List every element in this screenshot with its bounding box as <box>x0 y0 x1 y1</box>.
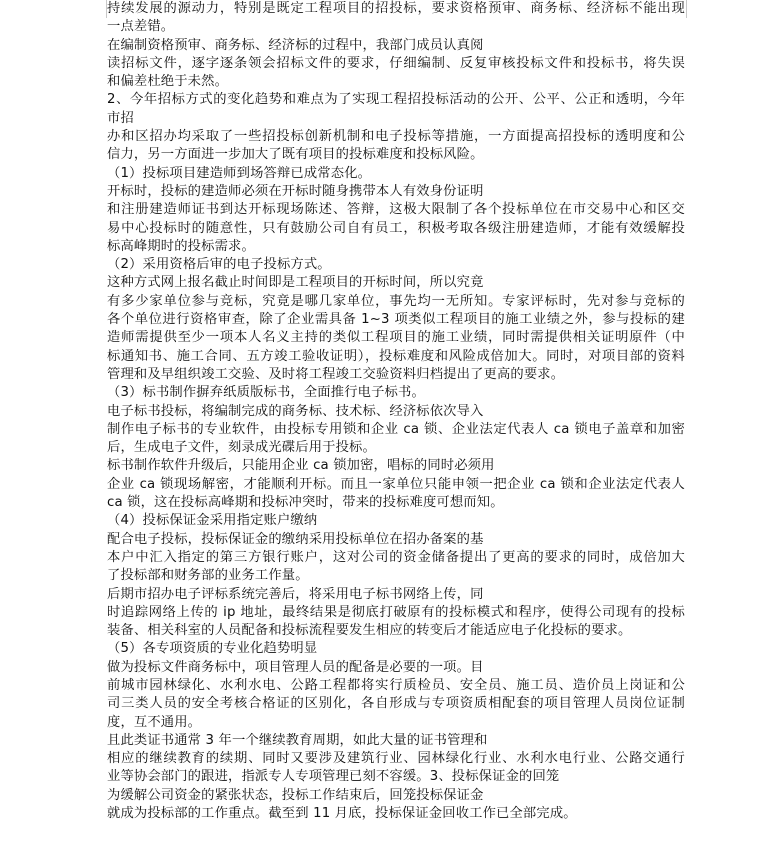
text-line: 在编制资格预审、商务标、经济标的过程中，我部门成员认真阅 <box>107 37 484 53</box>
text-line: 2、今年招标方式的变化趋势和难点为了实现工程招投标活动的公开、公平、公正和透明，今年 <box>107 92 685 108</box>
text-line: 信力，另一方面进一步加大了既有项目的投标难度和投标风险。 <box>107 147 484 163</box>
text-line: 企业 ca 锁现场解密，才能顺利开标。而且一家单位只能申领一把企业 ca 锁和企业法定代表人 <box>107 476 685 492</box>
text-line: 装备、相关科室的人员配备和投标流程要发生相应的转变后才能适应电子化投标的要求。 <box>107 623 632 639</box>
text-line: （1）投标项目建造师到场答辩已成常态化。 <box>107 165 372 181</box>
text-line: 业等协会部门的跟进，指派专人专项管理已刻不容缓。3、投标保证金的回笼 <box>107 769 560 785</box>
text-line: 司三类人员的安全考核合格证的区别化，各自形成与专项资质相配套的项目管理人员岗位证制 <box>107 696 685 712</box>
page-margin-mark-left <box>88 0 107 18</box>
text-line: 后期市招办电子评标系统完善后，将采用电子标书网络上传，同 <box>107 586 484 602</box>
text-line: 就成为投标部的工作重点。截至到 11 月底，投标保证金回收工作已全部完成。 <box>107 806 577 822</box>
text-line: 标通知书、施工合同、五方竣工验收证明），投标难度和风险成倍加大。同时，对项目部的资料 <box>107 348 685 364</box>
text-line: 一点差错。 <box>107 19 175 35</box>
text-line: 前城市园林绿化、水利水电、公路工程都将实行质检员、安全员、施工员、造价员上岗证和公 <box>107 677 685 693</box>
text-line: 开标时，投标的建造师必须在开标时随身携带本人有效身份证明 <box>107 183 484 199</box>
text-line: 这种方式网上报名截止时间即是工程项目的开标时间，所以究竟 <box>107 275 484 291</box>
text-line: 持续发展的源动力，特别是既定工程项目的招投标，要求资格预审、商务标、经济标不能出现 <box>107 1 685 16</box>
text-line: 易中心投标时的随意性，只有鼓励公司自有员工，积极考取各级注册建造师，才能有效缓解投 <box>107 220 685 236</box>
text-line: 本户中汇入指定的第三方银行账户，这对公司的资金储备提出了更高的要求的同时，成倍加大 <box>107 549 685 565</box>
text-line: 市招 <box>107 110 134 126</box>
text-line: （3）标书制作摒弃纸质版标书，全面推行电子标书。 <box>107 385 425 401</box>
text-line: （2）采用资格后审的电子投标方式。 <box>107 257 331 273</box>
text-line: 度，互不通用。 <box>107 714 202 730</box>
text-line: 各个单位进行资格审查，除了企业需具备 1~3 项类似工程项目的施工业绩之外，参与投标的建 <box>107 312 685 328</box>
text-line: 办和区招办均采取了一些招投标创新机制和电子投标等措施，一方面提高招投标的透明度和公 <box>107 129 685 145</box>
text-line: 时追踪网络上传的 ip 地址，最终结果是彻底打破原有的投标模式和程序，使得公司现有的投标 <box>107 604 685 620</box>
text-line: 制作电子标书的专业软件，由投标专用锁和企业 ca 锁、企业法定代表人 ca 锁电子盖章和加密 <box>107 421 685 437</box>
text-line: 和注册建造师证书到达开标现场陈述、答辩，这极大限制了各个投标单位在市交易中心和区交 <box>107 202 685 218</box>
text-line: 相应的继续教育的续期、同时又要涉及建筑行业、园林绿化行业、水利水电行业、公路交通行 <box>107 751 685 767</box>
text-line: 标高峰期时的投标需求。 <box>107 238 255 254</box>
text-line: （5）各专项资质的专业化趋势明显 <box>107 641 318 657</box>
text-line: 标书制作软件升级后，只能用企业 ca 锁加密，唱标的同时必须用 <box>107 458 495 474</box>
text-line: 有多少家单位参与竞标，究竟是哪几家单位，事先均一无所知。专家评标时，先对参与竞标的 <box>107 293 685 309</box>
text-line: 了投标部和财务部的业务工作量。 <box>107 568 309 584</box>
text-line: 和偏差杜绝于未然。 <box>107 74 229 90</box>
text-line: 造师需提供至少一项本人名义主持的类似工程项目的施工业绩，同时需提供相关证明原件（中 <box>107 330 685 346</box>
text-line: 管理和及早组织竣工交验、及时将工程竣工交验资料归档提出了更高的要求。 <box>107 366 565 382</box>
text-line: 电子标书投标，将编制完成的商务标、技术标、经济标依次导入 <box>107 403 484 419</box>
text-line: 做为投标文件商务标中，项目管理人员的配备是必要的一项。目 <box>107 659 484 675</box>
text-line: 为缓解公司资金的紧张状态，投标工作结束后，回笼投标保证金 <box>107 787 484 803</box>
text-line: 且此类证书通常 3 年一个继续教育周期，如此大量的证书管理和 <box>107 732 488 748</box>
text-line: 配合电子投标，投标保证金的缴纳采用投标单位在招办备案的基 <box>107 531 484 547</box>
page-margin-mark-right <box>686 0 705 18</box>
text-line: 读招标文件，逐字逐条领会招标文件的要求，仔细编制、反复审核投标文件和投标书，将失误 <box>107 55 685 71</box>
text-line: 后，生成电子文件，刻录成光碟后用于投标。 <box>107 440 376 456</box>
document-body <box>107 0 685 823</box>
text-line: （4）投标保证金采用指定账户缴纳 <box>107 513 318 529</box>
text-line: ca 锁，这在投标高峰期和投标冲突时，带来的投标难度可想而知。 <box>107 495 504 511</box>
